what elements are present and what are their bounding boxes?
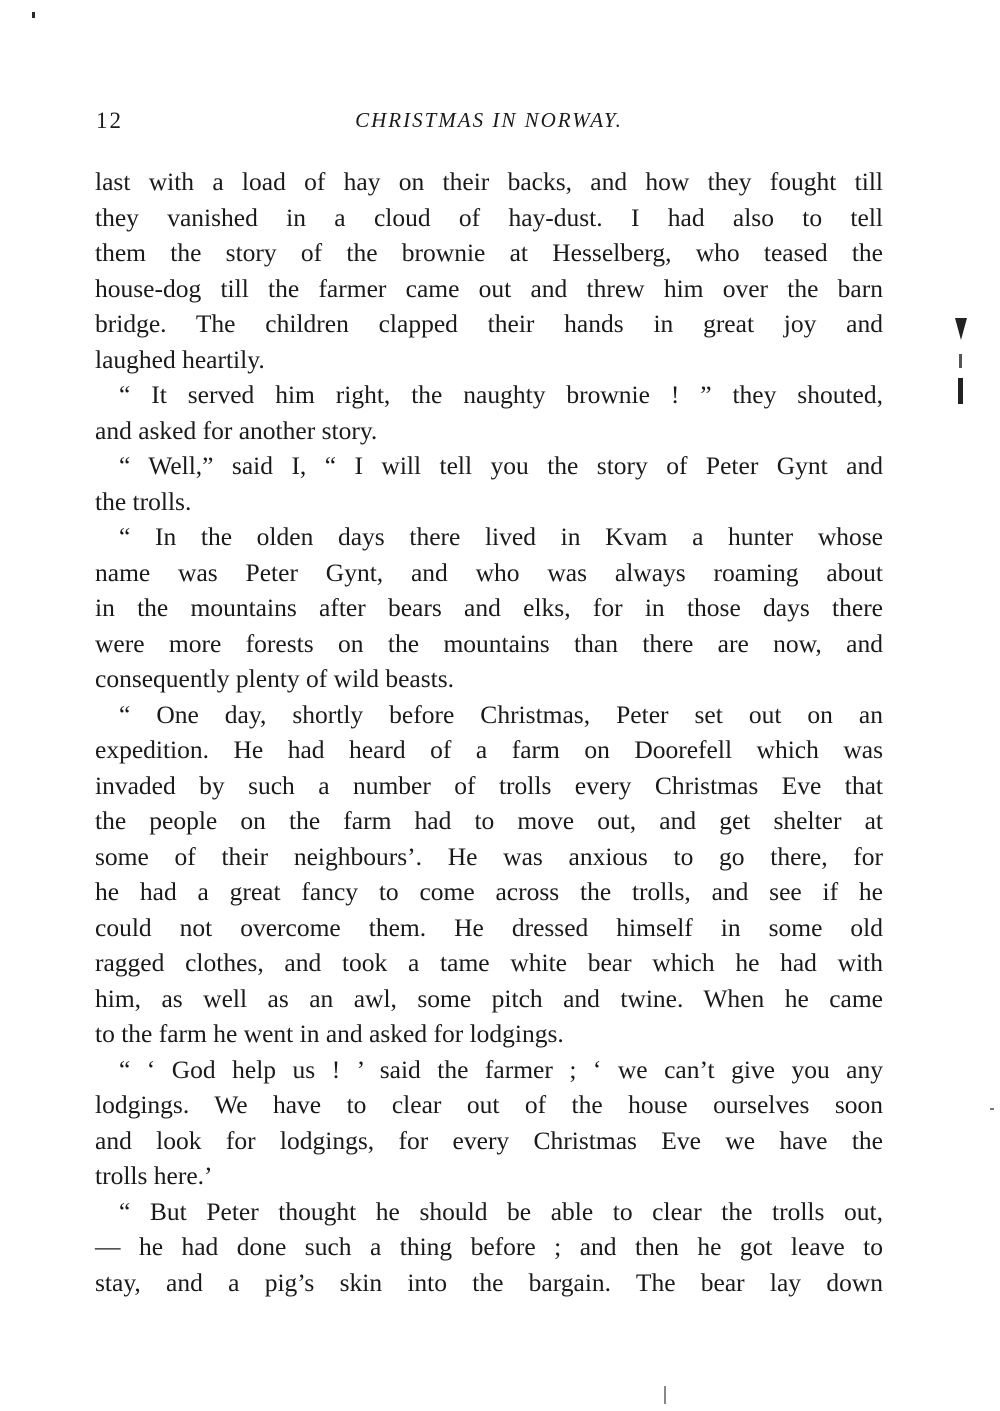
text-line: him, as well as an awl, some pitch and twine. When he came: [95, 983, 883, 1013]
text-line: “ It served him right, the naughty brownie ! ” they shouted,: [119, 380, 883, 409]
text-line: them the story of the brownie at Hesselberg, who teased the: [95, 238, 883, 267]
text-line: consequently plenty of wild beasts.: [95, 664, 455, 693]
text-line: “ Well,” said I, “ I will tell you the story of Peter Gynt and: [119, 451, 883, 480]
text-line: bridge. The children clapped their hands in great joy and: [95, 309, 883, 338]
text-line: they vanished in a cloud of hay-dust. I had also to tell: [95, 202, 883, 232]
margin-ink-marks: [955, 318, 969, 418]
text-line: laughed heartily.: [95, 344, 265, 374]
ink-mark: [955, 318, 967, 340]
text-line: name was Peter Gynt, and who was always roaming about: [95, 557, 883, 587]
text-line: invaded by such a number of trolls every Christmas Eve that: [95, 770, 883, 800]
text-line: trolls here.’: [95, 1161, 213, 1190]
scan-speck: [32, 12, 35, 18]
text-line: the people on the farm had to move out, and get shelter at: [95, 806, 883, 835]
text-line: to the farm he went in and asked for lodgings.: [95, 1019, 564, 1048]
text-line: and asked for another story.: [95, 415, 378, 445]
text-line: “ But Peter thought he should be able to clear the trolls out,: [119, 1196, 883, 1226]
text-line: last with a load of hay on their backs, and how they fought till: [95, 167, 883, 196]
page-header: [96, 108, 882, 142]
text-line: lodgings. We have to clear out of the house ourselves soon: [95, 1090, 883, 1119]
text-line: stay, and a pig’s skin into the bargain. The bear lay down: [95, 1267, 883, 1297]
text-line: and look for lodgings, for every Christmas Eve we have the: [95, 1125, 883, 1155]
text-line: “ In the olden days there lived in Kvam a hunter whose: [119, 522, 883, 551]
text-line: — he had done such a thing before ; and then he got leave to: [95, 1232, 883, 1261]
text-line: ragged clothes, and took a tame white bear which he had with: [95, 948, 883, 977]
text-line: he had a great fancy to come across the trolls, and see if he: [95, 877, 883, 906]
text-line: in the mountains after bears and elks, for in those days there: [95, 593, 883, 622]
body-text: [95, 164, 883, 1300]
scan-speck: [664, 1386, 666, 1404]
page-number: 12: [96, 108, 123, 133]
text-line: “ One day, shortly before Christmas, Peter set out on an: [119, 699, 883, 729]
text-line: some of their neighbours’. He was anxious to go there, for: [95, 841, 883, 871]
scan-speck: [990, 1108, 994, 1110]
text-line: could not overcome them. He dressed himself in some old: [95, 912, 883, 942]
text-line: were more forests on the mountains than there are now, and: [95, 628, 883, 658]
running-title: CHRISTMAS IN NORWAY.: [355, 108, 623, 132]
text-line: the trolls.: [95, 486, 192, 516]
ink-mark: [958, 378, 963, 404]
text-line: expedition. He had heard of a farm on Doorefell which was: [95, 735, 883, 764]
text-line: house-dog till the farmer came out and threw him over the barn: [95, 273, 883, 303]
ink-mark: [959, 354, 962, 368]
text-line: “ ‘ God help us ! ’ said the farmer ; ‘ we can’t give you any: [119, 1054, 883, 1084]
